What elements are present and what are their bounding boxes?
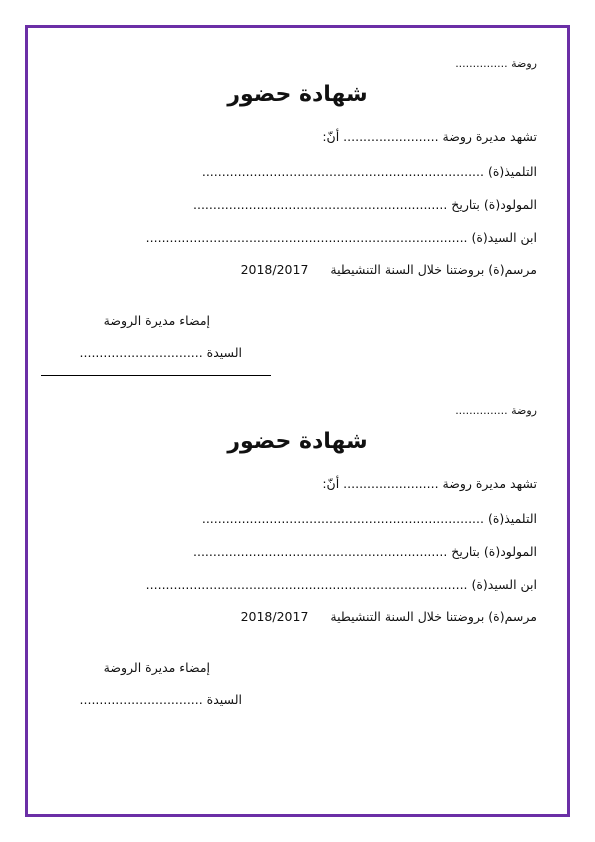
school-year: 2018/2017 bbox=[240, 609, 309, 624]
madam-line: السيدة ............................... bbox=[79, 692, 242, 707]
signature-label: إمضاء مديرة الروضة bbox=[103, 660, 210, 675]
enrolled-line bbox=[241, 609, 537, 625]
birth-line: المولود(ة) بتاريخ ................................................................ bbox=[193, 197, 537, 212]
kindergarten-line: روضة ............... bbox=[455, 404, 537, 417]
cut-line-divider bbox=[41, 375, 271, 376]
enrolled-text: مرسم(ة) بروضتنا خلال السنة التنشيطية bbox=[330, 262, 537, 277]
attest-line: تشهد مديرة روضة ........................ أنّ: bbox=[322, 476, 537, 491]
attest-line: تشهد مديرة روضة ........................ أنّ: bbox=[322, 129, 537, 144]
school-year: 2018/2017 bbox=[240, 262, 309, 277]
kindergarten-line: روضة ............... bbox=[455, 57, 537, 70]
parent-line: ابن السيد(ة) ................................................................................. bbox=[145, 230, 537, 245]
signature-label: إمضاء مديرة الروضة bbox=[103, 313, 210, 328]
student-line: التلميذ(ة) ....................................................................... bbox=[201, 511, 537, 526]
certificate-title: شهادة حضور bbox=[227, 429, 368, 454]
enrolled-text: مرسم(ة) بروضتنا خلال السنة التنشيطية bbox=[330, 609, 537, 624]
birth-line: المولود(ة) بتاريخ ................................................................ bbox=[193, 544, 537, 559]
student-line: التلميذ(ة) ....................................................................... bbox=[201, 164, 537, 179]
madam-line: السيدة ............................... bbox=[79, 345, 242, 360]
parent-line: ابن السيد(ة) ................................................................................. bbox=[145, 577, 537, 592]
certificate-title: شهادة حضور bbox=[227, 82, 368, 107]
enrolled-line bbox=[241, 262, 537, 278]
